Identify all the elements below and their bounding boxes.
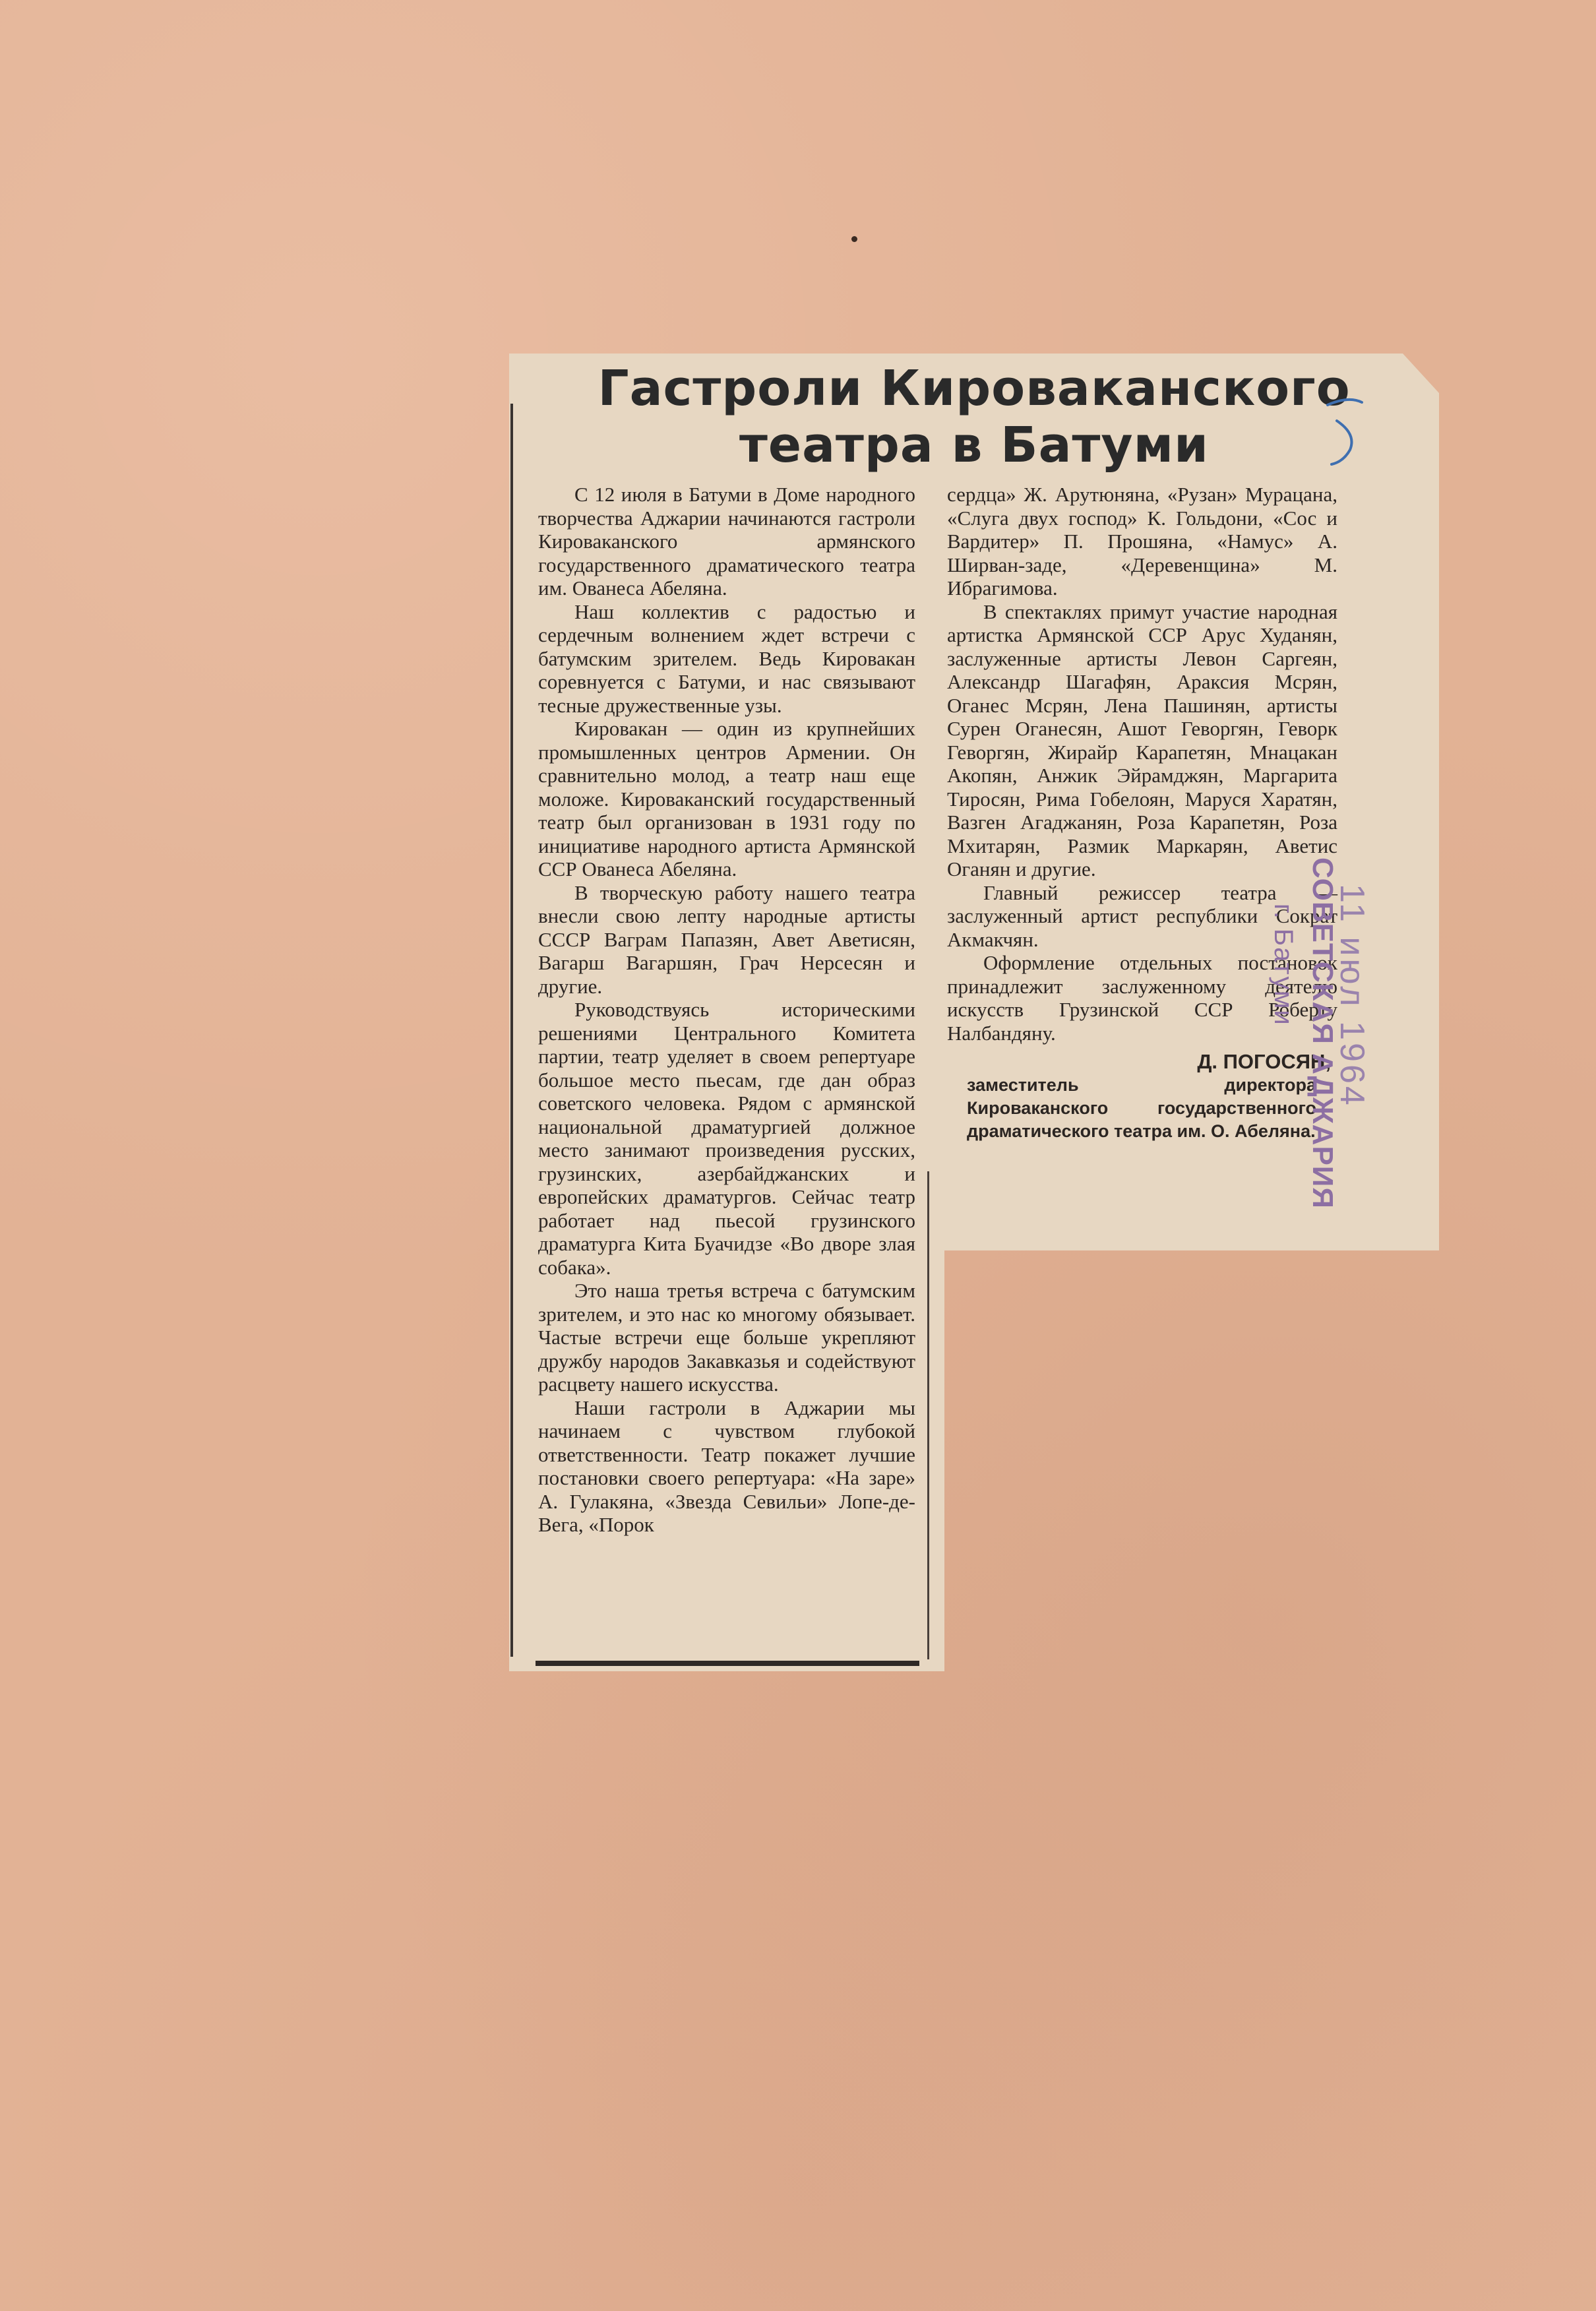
signature-title: заместитель директора Кироваканского государственного драматического театра им. О. Абеляна. (967, 1075, 1316, 1141)
left-column-rule (510, 404, 513, 1657)
newspaper-stamp (1181, 857, 1339, 1227)
paragraph: сердца» Ж. Арутюняна, «Рузан» Мурацана, «Слуга двух господ» К. Гольдони, «Сос и Вардитер» П. Прошяна, «Намус» А. Ширван-заде, «Деревенщина» М. Ибрагимова. (947, 483, 1337, 600)
paragraph: Оформление отдельных постановок принадлежит заслуженному деятелю искусств Грузинской ССР Роберту Налбандяну. (947, 951, 1337, 1045)
paragraph: Наши гастроли в Аджарии мы начинаем с чувством глубокой ответственности. Театр покажет лучшие постановки своего репертуара: «На заре» А. Гулакяна, «Звезда Севильи» Лопе-де-Вега, «Порок (538, 1396, 915, 1536)
headline-line-1: Гастроли Кироваканского (598, 360, 1351, 417)
headline-line-2: театра в Батуми (739, 417, 1209, 474)
bottom-rule (536, 1661, 919, 1666)
paragraph: Это наша третья встреча с батумским зрителем, и это нас ко многому обязывает. Частые встречи еще больше укрепляют дружбу народов Закавказья и содействуют расцвету нашего искусства. (538, 1279, 915, 1396)
paragraph: Кировакан — один из крупнейших промышленных центров Армении. Он сравнительно молод, а театр наш еще моложе. Кироваканский государственный театр был организован в 1931 году по инициативе народного артиста Армянской ССР Ованеса Абеляна. (538, 717, 915, 880)
paragraph: Главный режиссер театра — заслуженный артист республики Сократ Акмакчян. (947, 880, 1337, 951)
article-column-1 (538, 483, 915, 1537)
paragraph: Наш коллектив с радостью и сердечным волнением ждет встречи с батумским зрителем. Ведь Кировакан соревнуется с Батуми, и нас связывают тесные дружественные узы. (538, 600, 915, 717)
stamp-date: 11 июл 1964 (1333, 884, 1371, 1108)
signature-name: Д. ПОГОСЯН, (1197, 1050, 1331, 1073)
paragraph: В творческую работу нашего театра внесли свою лепту народные артисты СССР Ваграм Папазян, Авет Аветисян, Вагарш Вагаршян, Грач Нерсесян и другие. (538, 880, 915, 998)
paragraph: Руководствуясь историческими решениями Центрального Комитета партии, театр уделяет в своем репертуаре большое место пьесам, где дан образ советского человека. Рядом с армянской национальной драматургией должное место занимают произведения русских, грузинских, азербайджанских и европейских драматургов. Сейчас театр работает над пьесой грузинского драматурга Кита Буачидзе «Во дворе злая собака». (538, 998, 915, 1279)
stamp-newspaper-name: СОВЕТСКАЯ АДЖАРИЯ (1306, 857, 1339, 1210)
paragraph: В спектаклях примут участие народная артистка Армянской ССР Арус Худанян, заслуженные артисты Левон Саргеян, Александр Шагафян, Араксия Мсрян, Оганес Мсрян, Лена Пашинян, артисты Сурен Оганесян, Ашот Геворгян, Геворк Геворгян, Жирайр Карапетян, Мнацакан Акопян, Анжик Эйрамджян, Маргарита Тиросян, Рима Гобелоян, Маруся Харатян, Вазген Агаджанян, Роза Карапетян, Роза Мхитарян, Размик Маркарян, Аветис Оганян и другие. (947, 600, 1337, 880)
stamp-city: г. Батуми (1269, 904, 1298, 1026)
pen-mark-icon (1322, 396, 1368, 468)
article-headline (522, 360, 1426, 474)
paragraph: С 12 июля в Батуми в Доме народного творчества Аджарии начинаются гастроли Кироваканского армянского государственного драматического театра им. Ованеса Абеляна. (538, 483, 915, 600)
column-divider-rule (927, 1171, 929, 1659)
paper-speck (851, 236, 857, 242)
